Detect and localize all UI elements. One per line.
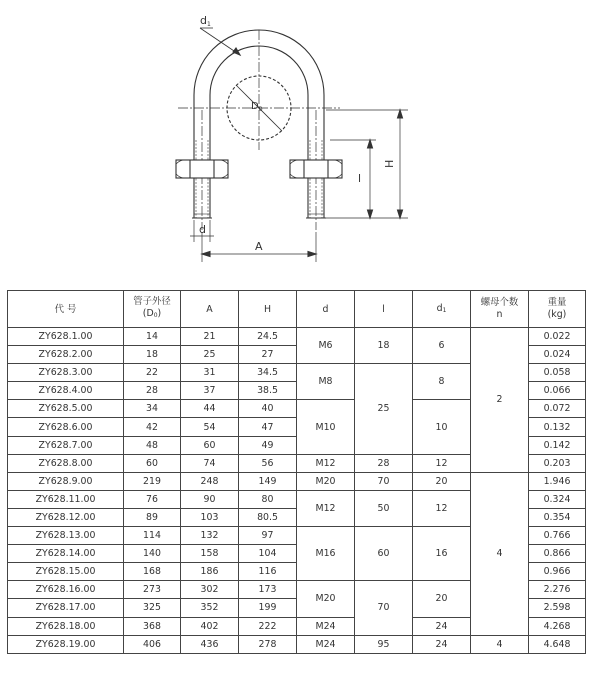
cell-d1: 6: [413, 328, 471, 364]
cell-h: 24.5: [239, 328, 297, 346]
header-pipe-od: 管子外径 (D0): [124, 291, 181, 328]
cell-h: 199: [239, 599, 297, 617]
cell-code: ZY628.11.00: [8, 490, 124, 508]
label-h: H: [383, 159, 396, 168]
cell-pipe-od: 18: [124, 346, 181, 364]
cell-d1: 24: [413, 617, 471, 635]
cell-weight: 0.024: [529, 346, 586, 364]
cell-d: M24: [297, 635, 355, 653]
u-bolt-drawing: [0, 0, 592, 290]
cell-weight: 0.354: [529, 508, 586, 526]
cell-code: ZY628.1.00: [8, 328, 124, 346]
cell-nuts: 4: [471, 472, 529, 635]
cell-weight: 2.276: [529, 581, 586, 599]
cell-h: 47: [239, 418, 297, 436]
cell-pipe-od: 28: [124, 382, 181, 400]
cell-pipe-od: 42: [124, 418, 181, 436]
cell-h: 40: [239, 400, 297, 418]
label-l: l: [358, 172, 362, 185]
cell-a: 352: [181, 599, 239, 617]
header-nuts: 螺母个数 n: [471, 291, 529, 328]
cell-a: 25: [181, 346, 239, 364]
spec-table: [7, 290, 586, 654]
label-d0: $D_0$: [251, 101, 263, 113]
cell-code: ZY628.14.00: [8, 545, 124, 563]
cell-d: M12: [297, 490, 355, 526]
cell-weight: 4.648: [529, 635, 586, 653]
cell-code: ZY628.18.00: [8, 617, 124, 635]
table-row: [8, 472, 586, 490]
cell-pipe-od: 168: [124, 563, 181, 581]
cell-pipe-od: 368: [124, 617, 181, 635]
cell-l: 18: [355, 328, 413, 364]
left-nut: [176, 160, 228, 178]
cell-a: 31: [181, 364, 239, 382]
cell-h: 38.5: [239, 382, 297, 400]
cell-a: 248: [181, 472, 239, 490]
u-bend-inner: [210, 46, 308, 140]
cell-d: M24: [297, 617, 355, 635]
cell-d: M20: [297, 472, 355, 490]
table-header-row: [8, 291, 586, 328]
cell-nuts: 2: [471, 328, 529, 473]
cell-l: 70: [355, 472, 413, 490]
cell-code: ZY628.3.00: [8, 364, 124, 382]
label-d1: d1: [200, 14, 211, 28]
cell-code: ZY628.5.00: [8, 400, 124, 418]
cell-weight: 0.132: [529, 418, 586, 436]
cell-code: ZY628.6.00: [8, 418, 124, 436]
cell-h: 56: [239, 454, 297, 472]
cell-h: 27: [239, 346, 297, 364]
cell-pipe-od: 14: [124, 328, 181, 346]
cell-a: 54: [181, 418, 239, 436]
cell-h: 222: [239, 617, 297, 635]
cell-code: ZY628.16.00: [8, 581, 124, 599]
cell-a: 90: [181, 490, 239, 508]
cell-pipe-od: 140: [124, 545, 181, 563]
cell-code: ZY628.13.00: [8, 527, 124, 545]
cell-code: ZY628.9.00: [8, 472, 124, 490]
cell-d: M8: [297, 364, 355, 400]
cell-d: M10: [297, 400, 355, 454]
header-h: H: [239, 291, 297, 328]
cell-h: 80.5: [239, 508, 297, 526]
cell-pipe-od: 273: [124, 581, 181, 599]
cell-h: 104: [239, 545, 297, 563]
cell-pipe-od: 325: [124, 599, 181, 617]
cell-d: M12: [297, 454, 355, 472]
cell-weight: 4.268: [529, 617, 586, 635]
header-d: d: [297, 291, 355, 328]
label-a: A: [255, 240, 263, 253]
cell-h: 49: [239, 436, 297, 454]
cell-l: 25: [355, 364, 413, 454]
label-d: d: [199, 223, 206, 236]
cell-a: 302: [181, 581, 239, 599]
cell-code: ZY628.7.00: [8, 436, 124, 454]
cell-h: 34.5: [239, 364, 297, 382]
cell-pipe-od: 219: [124, 472, 181, 490]
cell-l: 60: [355, 527, 413, 581]
cell-d1: 8: [413, 364, 471, 400]
cell-a: 402: [181, 617, 239, 635]
cell-a: 186: [181, 563, 239, 581]
cell-d: M16: [297, 527, 355, 581]
cell-code: ZY628.19.00: [8, 635, 124, 653]
cell-d1: 12: [413, 454, 471, 472]
cell-weight: 1.946: [529, 472, 586, 490]
cell-weight: 0.866: [529, 545, 586, 563]
cell-a: 132: [181, 527, 239, 545]
cell-code: ZY628.8.00: [8, 454, 124, 472]
cell-code: ZY628.17.00: [8, 599, 124, 617]
cell-weight: 0.058: [529, 364, 586, 382]
cell-l: 28: [355, 454, 413, 472]
cell-l: 95: [355, 635, 413, 653]
cell-a: 37: [181, 382, 239, 400]
cell-weight: 0.072: [529, 400, 586, 418]
cell-l: 50: [355, 490, 413, 526]
cell-weight: 0.324: [529, 490, 586, 508]
cell-weight: 0.203: [529, 454, 586, 472]
cell-weight: 0.766: [529, 527, 586, 545]
header-weight: 重量 (kg): [529, 291, 586, 328]
cell-pipe-od: 22: [124, 364, 181, 382]
cell-d1: 10: [413, 400, 471, 454]
cell-a: 158: [181, 545, 239, 563]
cell-pipe-od: 76: [124, 490, 181, 508]
cell-weight: 0.066: [529, 382, 586, 400]
cell-weight: 0.142: [529, 436, 586, 454]
cell-h: 278: [239, 635, 297, 653]
cell-a: 74: [181, 454, 239, 472]
cell-a: 21: [181, 328, 239, 346]
cell-d1: 20: [413, 581, 471, 617]
cell-nuts: 4: [471, 635, 529, 653]
cell-code: ZY628.15.00: [8, 563, 124, 581]
cell-h: 80: [239, 490, 297, 508]
right-nut: [290, 160, 342, 178]
cell-pipe-od: 89: [124, 508, 181, 526]
table-row: [8, 328, 586, 346]
header-l: l: [355, 291, 413, 328]
cell-pipe-od: 34: [124, 400, 181, 418]
cell-code: ZY628.2.00: [8, 346, 124, 364]
cell-h: 116: [239, 563, 297, 581]
cell-weight: 0.022: [529, 328, 586, 346]
header-d1: d1: [413, 291, 471, 328]
cell-h: 97: [239, 527, 297, 545]
cell-a: 44: [181, 400, 239, 418]
cell-d: M6: [297, 328, 355, 364]
cell-pipe-od: 114: [124, 527, 181, 545]
cell-d1: 12: [413, 490, 471, 526]
cell-l: 70: [355, 581, 413, 635]
cell-weight: 0.966: [529, 563, 586, 581]
cell-pipe-od: 48: [124, 436, 181, 454]
cell-d1: 20: [413, 472, 471, 490]
cell-h: 149: [239, 472, 297, 490]
header-a: A: [181, 291, 239, 328]
cell-weight: 2.598: [529, 599, 586, 617]
cell-pipe-od: 60: [124, 454, 181, 472]
cell-code: ZY628.4.00: [8, 382, 124, 400]
header-code: 代 号: [8, 291, 124, 328]
cell-d: M20: [297, 581, 355, 617]
table-row: [8, 635, 586, 653]
cell-code: ZY628.12.00: [8, 508, 124, 526]
cell-a: 103: [181, 508, 239, 526]
cell-pipe-od: 406: [124, 635, 181, 653]
cell-h: 173: [239, 581, 297, 599]
cell-a: 60: [181, 436, 239, 454]
cell-d1: 16: [413, 527, 471, 581]
cell-d1: 24: [413, 635, 471, 653]
cell-a: 436: [181, 635, 239, 653]
